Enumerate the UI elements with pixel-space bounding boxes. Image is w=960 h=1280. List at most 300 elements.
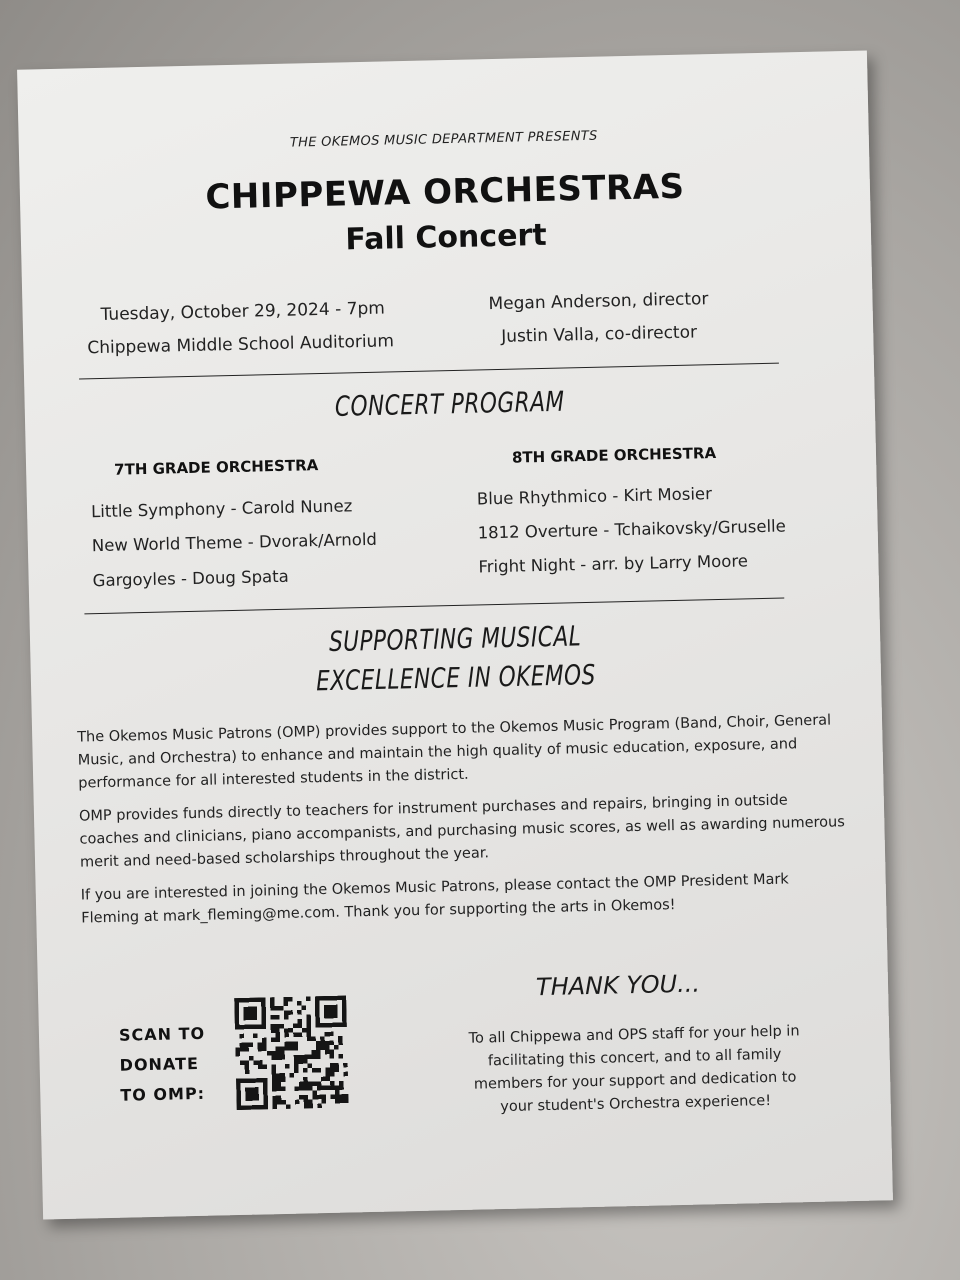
qr-module: [234, 1007, 239, 1012]
qr-module: [330, 1081, 335, 1086]
qr-module: [284, 1028, 289, 1033]
qr-module: [329, 1009, 334, 1014]
qr-module: [276, 1078, 281, 1083]
qr-module: [320, 1036, 325, 1041]
qr-module: [276, 1082, 281, 1087]
qr-module: [312, 1081, 317, 1086]
qr-module: [271, 1024, 276, 1029]
qr-module: [263, 1105, 268, 1110]
qr-module: [234, 1002, 239, 1007]
scan-line-1: SCAN TO: [118, 1023, 206, 1045]
qr-module: [244, 1047, 249, 1052]
qr-module: [333, 1014, 338, 1019]
qr-module: [250, 1096, 255, 1101]
qr-module: [249, 1042, 254, 1047]
qr-module: [294, 1059, 299, 1064]
concert-flyer: [17, 51, 893, 1220]
qr-module: [333, 1009, 338, 1014]
qr-module: [337, 996, 342, 1001]
qr-module: [321, 1077, 326, 1082]
qr-module: [324, 1009, 329, 1014]
qr-module: [261, 1006, 266, 1011]
qr-module: [294, 1064, 299, 1069]
qr-module: [297, 1019, 302, 1024]
concert-program-heading: CONCERT PROGRAM: [334, 385, 565, 423]
qr-module: [307, 1055, 312, 1060]
qr-module: [307, 1032, 312, 1037]
qr-module: [235, 1047, 240, 1052]
qr-module: [275, 1037, 280, 1042]
seventh-piece-3: Gargoyles - Doug Spata: [92, 566, 289, 591]
qr-module: [303, 1059, 308, 1064]
qr-module: [342, 1009, 347, 1014]
qr-module: [343, 1072, 348, 1077]
qr-module: [267, 1051, 272, 1056]
qr-module: [304, 1104, 309, 1109]
qr-module: [315, 1005, 320, 1010]
director-name: Megan Anderson, director: [488, 289, 709, 315]
qr-module: [294, 1055, 299, 1060]
qr-module: [261, 1002, 266, 1007]
qr-module: [330, 1094, 335, 1099]
divider-top: [79, 363, 779, 380]
qr-module: [303, 1068, 308, 1073]
qr-module: [335, 1085, 340, 1090]
qr-module: [317, 1104, 322, 1109]
qr-module: [324, 996, 329, 1001]
eighth-piece-1: Blue Rhythmico - Kirt Mosier: [476, 484, 713, 509]
qr-module: [312, 1054, 317, 1059]
qr-module: [317, 1095, 322, 1100]
qr-module: [272, 1082, 277, 1087]
qr-module: [320, 1045, 325, 1050]
qr-module: [281, 1100, 286, 1105]
qr-module: [277, 1087, 282, 1092]
qr-module: [325, 1032, 330, 1037]
eighth-grade-heading: 8TH GRADE ORCHESTRA: [511, 444, 717, 467]
qr-module: [298, 1032, 303, 1037]
qr-module: [330, 1085, 335, 1090]
qr-module: [245, 1092, 250, 1097]
qr-module: [320, 1041, 325, 1046]
qr-module: [334, 1063, 339, 1068]
qr-module: [284, 1010, 289, 1015]
qr-module: [308, 1081, 313, 1086]
qr-module: [321, 1086, 326, 1091]
qr-module: [246, 1105, 251, 1110]
qr-module: [237, 1105, 242, 1110]
qr-module: [330, 1072, 335, 1077]
qr-module: [235, 1025, 240, 1030]
qr-module: [343, 1063, 348, 1068]
qr-module: [303, 1077, 308, 1082]
qr-module: [272, 1087, 277, 1092]
qr-module: [240, 1047, 245, 1052]
qr-module: [297, 1001, 302, 1006]
eighth-piece-3: Fright Night - arr. by Larry Moore: [478, 551, 749, 577]
qr-module: [339, 1085, 344, 1090]
qr-module: [244, 1043, 249, 1048]
qr-module: [235, 1052, 240, 1057]
qr-module: [333, 996, 338, 1001]
qr-module: [342, 1000, 347, 1005]
qr-module: [261, 1011, 266, 1016]
qr-module: [234, 998, 239, 1003]
qr-module: [316, 1041, 321, 1046]
qr-module: [302, 1028, 307, 1033]
qr-module: [254, 1087, 259, 1092]
qr-module: [272, 1064, 277, 1069]
qr-module: [315, 1010, 320, 1015]
qr-module: [317, 1086, 322, 1091]
qr-module: [249, 1078, 254, 1083]
qr-module: [272, 1100, 277, 1105]
qr-module: [253, 1033, 258, 1038]
qr-module: [236, 1079, 241, 1084]
thank-you-heading: THANK YOU...: [535, 969, 701, 1002]
scan-line-3: TO OMP:: [120, 1083, 206, 1105]
qr-module: [335, 1094, 340, 1099]
qr-module: [329, 1014, 334, 1019]
qr-module: [335, 1090, 340, 1095]
qr-module: [289, 1028, 294, 1033]
event-date: Tuesday, October 29, 2024 - 7pm: [100, 298, 386, 325]
qr-module: [270, 1006, 275, 1011]
qr-module: [307, 1064, 312, 1069]
qr-module: [284, 1033, 289, 1038]
qr-module: [284, 1015, 289, 1020]
qr-module: [281, 1087, 286, 1092]
qr-module: [312, 1050, 317, 1055]
qr-module: [342, 996, 347, 1001]
qr-module: [320, 1023, 325, 1028]
qr-module: [334, 1045, 339, 1050]
qr-module: [261, 1015, 266, 1020]
eighth-piece-2: 1812 Overture - Tchaikovsky/Gruselle: [477, 516, 787, 543]
qr-module: [329, 1032, 334, 1037]
qr-module: [315, 1001, 320, 1006]
qr-module: [272, 1096, 277, 1101]
qr-module: [272, 1069, 277, 1074]
qr-module: [325, 1045, 330, 1050]
qr-module: [245, 1065, 250, 1070]
divider-middle: [84, 598, 784, 615]
qr-module: [335, 1099, 340, 1104]
qr-module: [262, 1038, 267, 1043]
qr-module: [272, 1105, 277, 1110]
qr-module: [344, 1094, 349, 1099]
qr-module: [239, 1025, 244, 1030]
qr-module: [328, 1005, 333, 1010]
qr-module: [243, 998, 248, 1003]
qr-module: [276, 1073, 281, 1078]
qr-module: [330, 1068, 335, 1073]
qr-module: [236, 1097, 241, 1102]
support-paragraph-3: If you are interested in joining the Okemos Music Patrons, please contact the OMP President Mark Fleming at mark_fleming@me.com. Thank you for supporting the arts in Okemos!: [80, 871, 789, 927]
qr-module: [272, 1073, 277, 1078]
qr-module: [254, 1096, 259, 1101]
qr-module: [236, 1092, 241, 1097]
qr-module: [322, 1099, 327, 1104]
qr-module: [248, 1025, 253, 1030]
qr-module: [312, 1090, 317, 1095]
qr-module: [235, 1020, 240, 1025]
qr-module: [325, 1072, 330, 1077]
qr-module: [294, 1086, 299, 1091]
qr-module: [276, 1046, 281, 1051]
qr-module: [334, 1067, 339, 1072]
qr-module: [250, 1105, 255, 1110]
seventh-grade-heading: 7TH GRADE ORCHESTRA: [113, 456, 319, 479]
qr-module: [284, 1001, 289, 1006]
qr-module: [338, 1036, 343, 1041]
qr-module: [277, 1100, 282, 1105]
qr-module: [311, 1037, 316, 1042]
qr-module: [270, 1002, 275, 1007]
qr-module: [250, 1092, 255, 1097]
qr-module: [239, 1034, 244, 1039]
qr-module: [297, 1023, 302, 1028]
qr-module: [252, 1011, 257, 1016]
qr-module: [297, 1010, 302, 1015]
qr-module: [248, 998, 253, 1003]
qr-module: [243, 1007, 248, 1012]
qr-module: [253, 1016, 258, 1021]
qr-module: [234, 1011, 239, 1016]
qr-module: [342, 1013, 347, 1018]
qr-module: [285, 1046, 290, 1051]
qr-module: [270, 997, 275, 1002]
qr-module: [302, 1005, 307, 1010]
qr-module: [306, 996, 311, 1001]
qr-module: [329, 1050, 334, 1055]
qr-module: [329, 1023, 334, 1028]
qr-module: [313, 1095, 318, 1100]
qr-module: [245, 1069, 250, 1074]
qr-module: [254, 1060, 259, 1065]
qr-module: [338, 1023, 343, 1028]
qr-module: [295, 1100, 300, 1105]
co-director-name: Justin Valla, co-director: [501, 322, 698, 347]
qr-module: [258, 1060, 263, 1065]
qr-module: [286, 1104, 291, 1109]
qr-module: [328, 996, 333, 1001]
qr-module: [263, 1091, 268, 1096]
qr-module: [271, 1051, 276, 1056]
qr-module: [312, 1068, 317, 1073]
qr-module: [294, 1046, 299, 1051]
qr-module: [283, 997, 288, 1002]
qr-module: [276, 1055, 281, 1060]
qr-module: [288, 997, 293, 1002]
qr-module: [253, 1024, 258, 1029]
qr-module: [281, 1073, 286, 1078]
qr-module: [306, 1019, 311, 1024]
event-location: Chippewa Middle School Auditorium: [87, 331, 395, 359]
qr-module: [293, 1024, 298, 1029]
qr-module: [299, 1086, 304, 1091]
qr-module: [339, 1054, 344, 1059]
qr-module: [284, 1042, 289, 1047]
qr-module: [330, 1063, 335, 1068]
qr-module: [275, 1015, 280, 1020]
flyer-subtitle: Fall Concert: [344, 217, 547, 258]
qr-module: [248, 1011, 253, 1016]
qr-module: [304, 1099, 309, 1104]
qr-module: [307, 1028, 312, 1033]
qr-module: [315, 996, 320, 1001]
qr-module: [240, 1061, 245, 1066]
qr-module: [262, 1020, 267, 1025]
flyer-title: CHIPPEWA ORCHESTRAS: [204, 166, 685, 218]
qr-module: [258, 1065, 263, 1070]
qr-module: [342, 1005, 347, 1010]
qr-module: [340, 1099, 345, 1104]
qr-module: [308, 1099, 313, 1104]
qr-module: [254, 1078, 259, 1083]
qr-module: [333, 1005, 338, 1010]
qr-module: [308, 1104, 313, 1109]
qr-module: [299, 1095, 304, 1100]
qr-module: [272, 1078, 277, 1083]
qr-module: [325, 1068, 330, 1073]
support-paragraph-1: The Okemos Music Patrons (OMP) provides support to the Okemos Music Program (Band, Choir, General Music, and Orchestra) to enhance and maintain the high quality of music education, exposure, and performance for all interested students in the district.: [77, 712, 832, 792]
qr-module: [280, 1051, 285, 1056]
qr-module: [308, 1086, 313, 1091]
qr-module: [240, 1079, 245, 1084]
qr-module: [263, 1100, 268, 1105]
qr-module: [303, 1082, 308, 1087]
qr-module: [263, 1087, 268, 1092]
qr-module: [258, 1042, 263, 1047]
qr-module: [249, 1056, 254, 1061]
qr-module: [290, 1073, 295, 1078]
qr-module: [324, 1014, 329, 1019]
qr-module: [262, 1042, 267, 1047]
qr-module: [248, 1007, 253, 1012]
donate-qr-code[interactable]: [234, 996, 349, 1111]
qr-module: [307, 1037, 312, 1042]
qr-module: [338, 1040, 343, 1045]
qr-module: [339, 1081, 344, 1086]
qr-module: [280, 1055, 285, 1060]
qr-module: [275, 1024, 280, 1029]
qr-module: [324, 1023, 329, 1028]
qr-module: [325, 1041, 330, 1046]
qr-module: [344, 1099, 349, 1104]
qr-module: [316, 1045, 321, 1050]
qr-module: [324, 1005, 329, 1010]
qr-module: [319, 996, 324, 1001]
qr-module: [316, 1068, 321, 1073]
qr-module: [235, 1016, 240, 1021]
qr-module: [243, 1011, 248, 1016]
qr-module: [303, 1055, 308, 1060]
qr-module: [326, 1077, 331, 1082]
qr-module: [326, 1086, 331, 1091]
qr-module: [304, 1095, 309, 1100]
qr-module: [317, 1081, 322, 1086]
seventh-piece-1: Little Symphony - Carold Nunez: [90, 496, 353, 522]
qr-module: [240, 1043, 245, 1048]
qr-module: [316, 1054, 321, 1059]
qr-module: [280, 1046, 285, 1051]
qr-module: [281, 1078, 286, 1083]
support-heading-line1: SUPPORTING MUSICAL: [328, 620, 582, 658]
qr-module: [262, 1024, 267, 1029]
qr-module: [293, 1041, 298, 1046]
qr-module: [259, 1105, 264, 1110]
qr-module: [277, 1096, 282, 1101]
qr-module: [329, 1041, 334, 1046]
support-paragraph-2: OMP provides funds directly to teachers for instrument purchases and repairs, bringing in outside coaches and clinicians, piano accompanists, and purchasing music scores, as well as awarding numerous merit and need-based scholarships throughout the year.: [78, 792, 846, 871]
qr-module: [333, 1023, 338, 1028]
qr-module: [275, 1006, 280, 1011]
qr-module: [245, 1078, 250, 1083]
qr-module: [316, 1050, 321, 1055]
qr-module: [255, 1105, 260, 1110]
qr-module: [258, 1047, 263, 1052]
qr-module: [275, 1028, 280, 1033]
seventh-piece-2: New World Theme - Dvorak/Arnold: [91, 529, 378, 556]
qr-module: [252, 1007, 257, 1012]
qr-module: [298, 1055, 303, 1060]
qr-module: [244, 1016, 249, 1021]
qr-module: [322, 1095, 327, 1100]
qr-module: [315, 1014, 320, 1019]
qr-module: [303, 1086, 308, 1091]
qr-module: [306, 1014, 311, 1019]
qr-module: [241, 1105, 246, 1110]
qr-module: [271, 1029, 276, 1034]
qr-module: [263, 1065, 268, 1070]
qr-module: [298, 1059, 303, 1064]
qr-module: [236, 1083, 241, 1088]
support-heading-line2: EXCELLENCE IN OKEMOS: [315, 658, 597, 698]
qr-module: [245, 1096, 250, 1101]
qr-module: [257, 1024, 262, 1029]
qr-module: [271, 1037, 276, 1042]
qr-module: [293, 1033, 298, 1038]
qr-module: [276, 1051, 281, 1056]
qr-module: [325, 1050, 330, 1055]
qr-module: [289, 1042, 294, 1047]
qr-module: [339, 1094, 344, 1099]
qr-module: [285, 1064, 290, 1069]
qr-module: [299, 1082, 304, 1087]
qr-module: [263, 1078, 268, 1083]
qr-module: [315, 1023, 320, 1028]
qr-module: [263, 1082, 268, 1087]
scan-to-donate-label: [119, 1018, 231, 1110]
qr-module: [270, 1015, 275, 1020]
qr-module: [239, 998, 244, 1003]
qr-module: [342, 1018, 347, 1023]
qr-module: [261, 997, 266, 1002]
qr-module: [342, 1022, 347, 1027]
qr-module: [289, 1046, 294, 1051]
qr-module: [280, 1024, 285, 1029]
qr-module: [237, 1101, 242, 1106]
qr-module: [254, 1092, 259, 1097]
thank-you-message: To all Chippewa and OPS staff for your help in facilitating this concert, and to all family members for your support and dedication to your student's Orchestra experience!: [468, 1023, 800, 1116]
qr-module: [263, 1096, 268, 1101]
qr-module: [257, 997, 262, 1002]
qr-module: [250, 1087, 255, 1092]
qr-module: [275, 1033, 280, 1038]
qr-module: [279, 1006, 284, 1011]
qr-module: [294, 1068, 299, 1073]
